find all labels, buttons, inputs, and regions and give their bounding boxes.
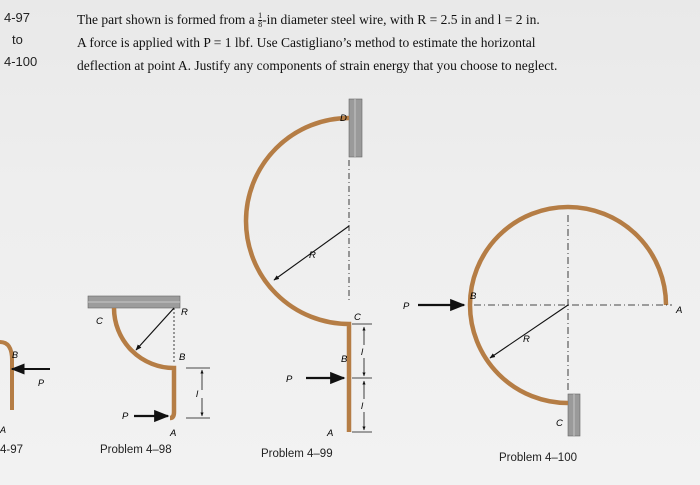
label-P-4-98: P — [122, 411, 129, 422]
fraction-numerator: 1 — [258, 11, 263, 21]
problem-range-word: to — [12, 32, 23, 47]
label-B-4-100: B — [470, 291, 477, 302]
statement-line-2: A force is applied with P = 1 lbf. Use Castigliano’s method to estimate the horizontal — [77, 35, 536, 50]
problem-number: 4-97 — [4, 10, 31, 25]
caption-4-97: 4-97 — [0, 444, 24, 456]
label-l1-4-99: l — [361, 347, 364, 358]
figure-4-98 — [88, 296, 210, 439]
label-B-4-99: B — [341, 354, 348, 365]
figure-4-100 — [403, 207, 682, 436]
caption-4-100: Problem 4–100 — [499, 452, 577, 464]
label-P-4-99: P — [286, 374, 293, 385]
caption-4-98: Problem 4–98 — [100, 444, 172, 456]
problem-number-end: 4-100 — [4, 54, 38, 69]
radius-line-4-100 — [490, 305, 568, 358]
statement-line-3: deflection at point A. Justify any components of strain energy that you choose to neglect. — [77, 58, 558, 73]
label-R-4-98: R — [181, 307, 188, 318]
label-A-4-97: A — [0, 425, 7, 435]
label-B-4-97: B — [12, 350, 19, 360]
radius-line-4-98 — [136, 308, 174, 350]
label-A-4-98: A — [170, 428, 177, 439]
caption-4-99: Problem 4–99 — [261, 448, 333, 460]
label-l-4-98: l — [196, 389, 199, 400]
label-P-4-100: P — [403, 301, 410, 312]
label-P-4-97: P — [38, 378, 45, 388]
label-C-4-99: C — [354, 312, 361, 323]
label-A-4-99: A — [327, 428, 334, 439]
wire-4-99 — [246, 118, 349, 432]
label-A-4-100: A — [676, 305, 683, 316]
label-C-4-100: C — [556, 418, 563, 429]
label-R-4-99: R — [309, 250, 316, 261]
label-D-4-99: D — [340, 113, 347, 124]
label-R-4-100: R — [523, 334, 530, 345]
fraction-denominator: 8 — [258, 20, 263, 30]
figure-4-97 — [0, 342, 50, 435]
wire-4-97 — [0, 342, 12, 410]
label-l2-4-99: l — [361, 401, 364, 412]
statement-line-1-post: -in diameter steel wire, with R = 2.5 in and l = 2 in. — [262, 12, 540, 27]
label-C-4-98: C — [96, 316, 103, 327]
statement-line-1-pre: The part shown is formed from a — [77, 12, 259, 27]
figure-4-99 — [246, 99, 372, 439]
wire-4-98 — [114, 308, 174, 418]
label-B-4-98: B — [179, 352, 186, 363]
